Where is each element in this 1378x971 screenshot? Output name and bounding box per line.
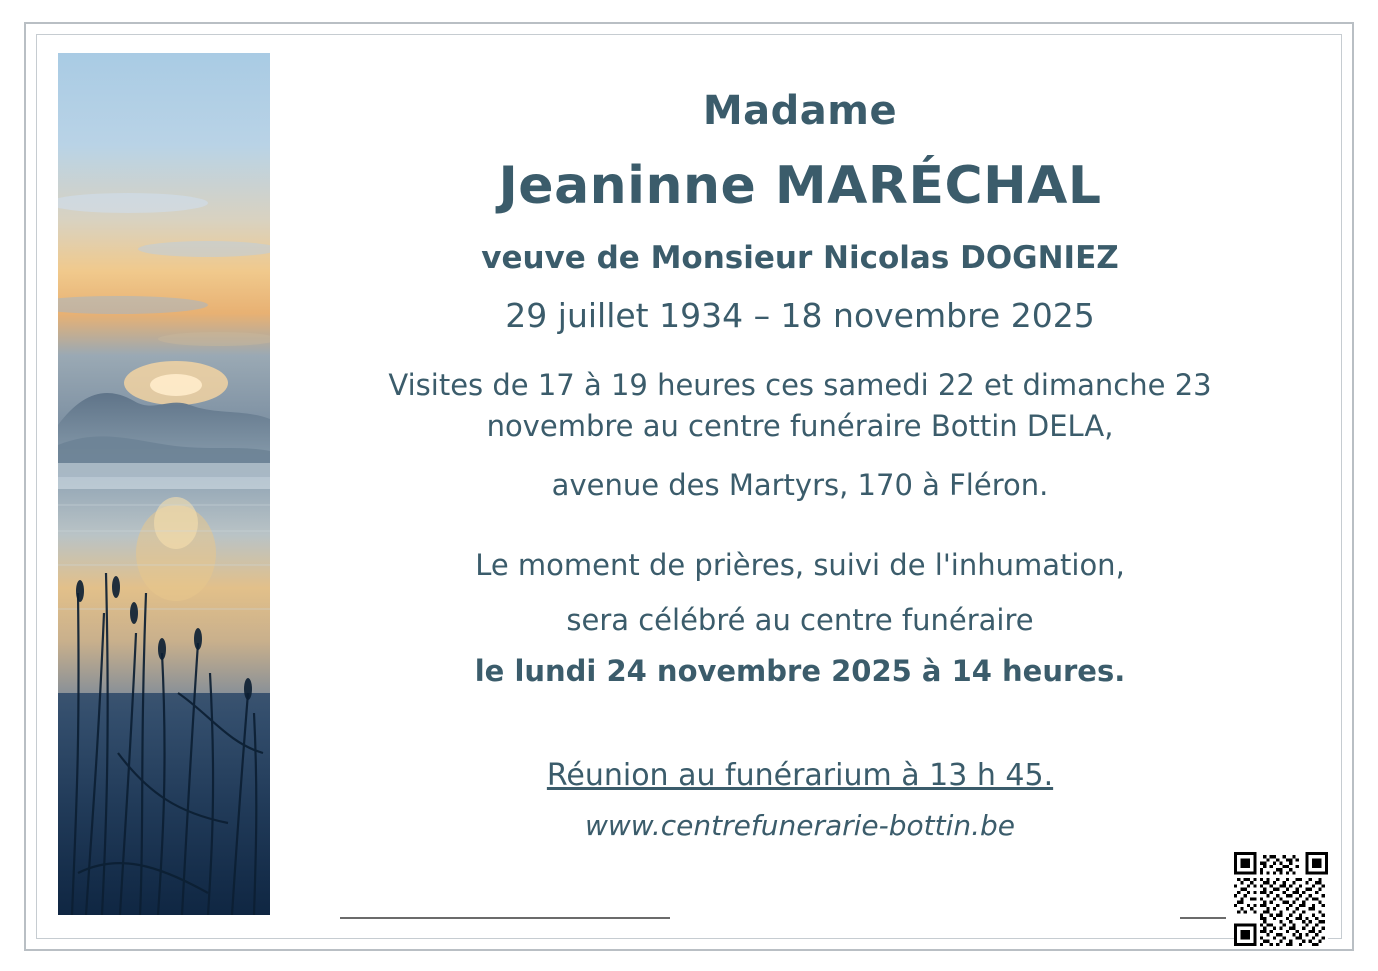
notice-text-column [290, 53, 1310, 915]
lake-sunset-reeds-photo [58, 53, 270, 915]
spouse-line: veuve de Monsieur Nicolas DOGNIEZ [481, 240, 1119, 276]
visits-line-1: Visites de 17 à 19 heures ces samedi 22 et dimanche 23 [388, 368, 1212, 402]
deceased-name: Jeaninne MARÉCHAL [498, 156, 1102, 216]
ceremony-line-1: Le moment de prières, suivi de l'inhumation, [475, 547, 1125, 582]
reunion-line: Réunion au funérarium à 13 h 45. [546, 758, 1054, 794]
visits-block [290, 365, 1310, 507]
visits-line-2: novembre au centre funéraire Bottin DELA, [486, 409, 1114, 444]
visits-line-3: avenue des Martyrs, 170 à Fléron. [551, 468, 1049, 503]
rule-right [1180, 917, 1226, 919]
salutation: Madame [702, 88, 898, 134]
life-dates: 29 juillet 1934 – 18 novembre 2025 [505, 296, 1095, 335]
ceremony-block [290, 545, 1310, 693]
ceremony-date: le lundi 24 novembre 2025 à 14 heures. [474, 653, 1126, 688]
rule-left [340, 917, 670, 919]
website-line[interactable]: www.centrefunerarie-bottin.be [584, 809, 1016, 843]
qr-code[interactable] [1234, 852, 1328, 946]
ceremony-line-2: sera célébré au centre funéraire [566, 602, 1034, 637]
